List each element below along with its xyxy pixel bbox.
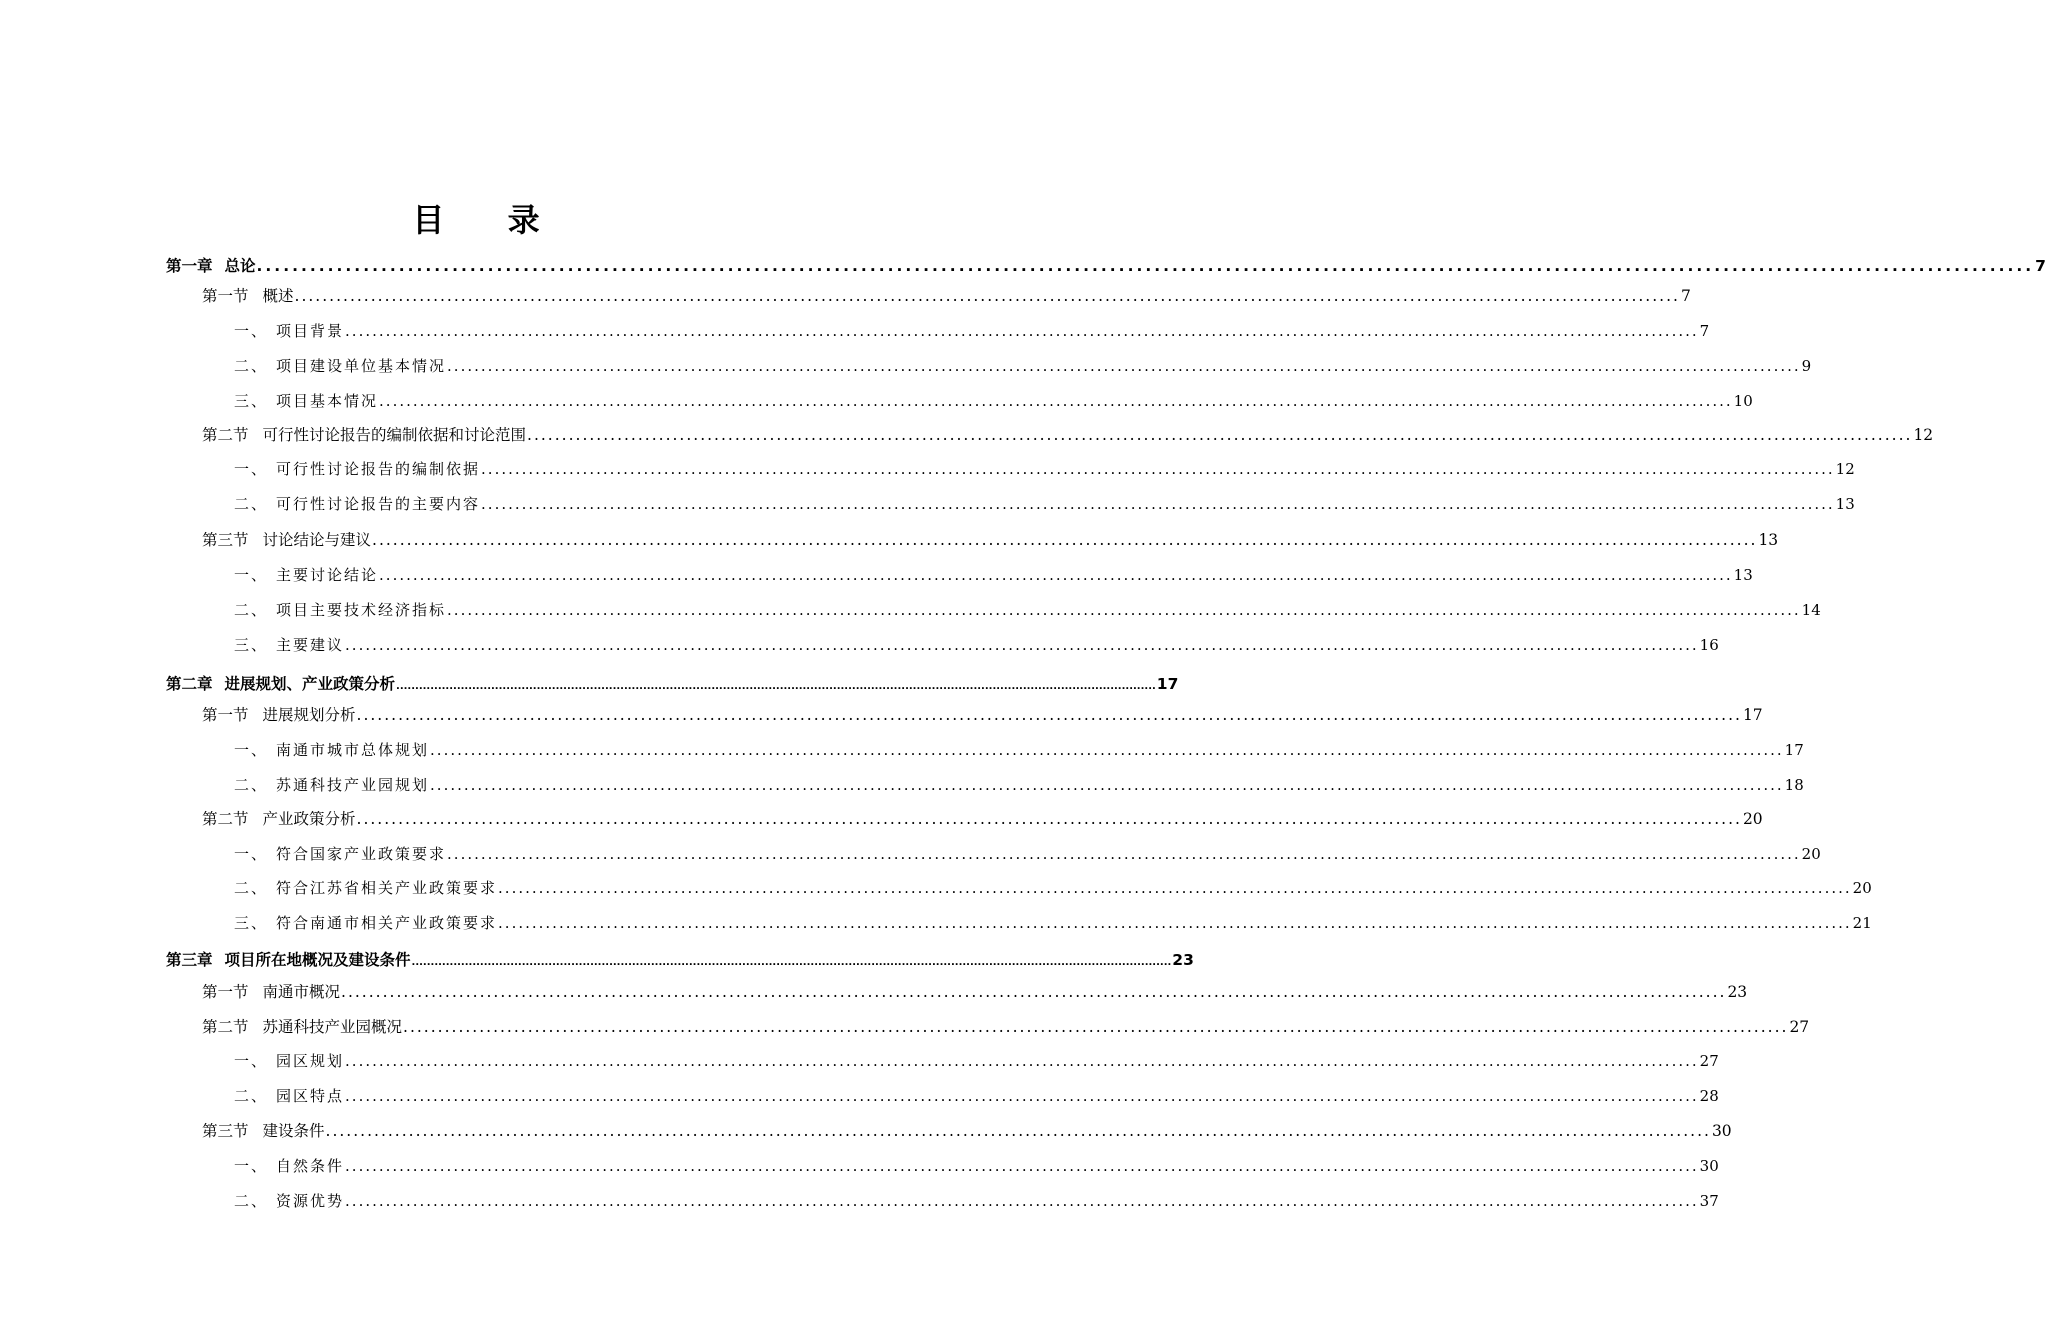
toc-entry-text: 进展规划分析 [262,706,356,724]
toc-entry-label [234,877,497,899]
toc-entry-prefix: 第二节 [202,810,249,828]
toc-entry[interactable] [234,355,1812,377]
toc-entry-text: 总论 [224,257,256,275]
dot-leader: ........................................................................................................................................................................................................ [345,322,1699,340]
toc-entry[interactable] [202,1016,1810,1038]
toc-entry-text: 符合江苏省相关产业政策要求 [276,879,498,897]
toc-entry-text: 产业政策分析 [262,810,356,828]
toc-entry-label [166,255,256,277]
dot-leader: ........................................................................................................................................................................................................ [379,566,1733,584]
toc-page-number: 28 [1699,1087,1719,1105]
toc-entry-prefix: 一、 [234,1157,269,1175]
toc-entry-text: 主要讨论结论 [276,566,379,584]
toc-entry[interactable] [234,912,1872,934]
toc-entry-prefix: 一、 [234,741,269,759]
toc-entry-label [234,1050,344,1072]
toc-entry-label [234,493,480,515]
dot-leader: ........................................................................................................................................................................................................ [498,914,1852,932]
toc-entry[interactable] [166,673,1179,695]
dot-leader: ........................................................................................................................................................................................................ [447,357,1801,375]
toc-entry-prefix: 三、 [234,914,269,932]
toc-entry[interactable] [202,808,1763,830]
toc-entry[interactable] [234,1085,1719,1107]
toc-entry-text: 苏通科技产业园规划 [276,776,430,794]
dot-leader: ........................................................................................................................................................................................................ [430,741,1784,759]
toc-entry[interactable] [234,774,1804,796]
toc-entry-label [202,1120,325,1142]
toc-page-number: 27 [1789,1018,1810,1036]
toc-entry[interactable] [234,1155,1719,1177]
toc-entry[interactable] [234,1190,1719,1212]
toc-page-number: 17 [1156,675,1179,693]
toc-entry[interactable] [234,877,1872,899]
toc-entry-label [234,1155,344,1177]
dot-leader: ........................................................................................................................................................................................................ [345,1157,1699,1175]
toc-entry-prefix: 二、 [234,1087,269,1105]
toc-entry-prefix: 三、 [234,392,269,410]
toc-entry[interactable] [234,739,1804,761]
toc-entry-text: 符合南通市相关产业政策要求 [276,914,498,932]
dot-leader: ........................................................................................................................................................................................................ [345,1087,1699,1105]
toc-page-number: 18 [1784,776,1804,794]
toc-entry[interactable] [234,599,1821,621]
toc-page-number: 12 [1913,426,1934,444]
toc-entry-label [234,912,497,934]
toc-entry-label [234,843,446,865]
toc-entry-label [234,1190,344,1212]
toc-page-number: 30 [1699,1157,1719,1175]
dot-leader: ........................................................................................................................................................................................................ [294,287,1680,305]
toc-entry-label [234,320,344,342]
toc-page-number: 13 [1835,495,1855,513]
page-title: 目 录 [412,201,566,239]
toc-entry-label [166,949,411,971]
toc-entry[interactable] [234,320,1710,342]
toc-entry-text: 讨论结论与建议 [262,531,372,549]
toc-entry-text: 概述 [262,287,294,305]
toc-entry-text: 项目背景 [276,322,345,340]
toc-entry-text: 可行性讨论报告的主要内容 [276,495,481,513]
toc-entry-text: 项目基本情况 [276,392,379,410]
toc-page-number: 13 [1733,566,1753,584]
toc-entry-text: 苏通科技产业园概况 [262,1018,403,1036]
toc-entry[interactable] [202,981,1748,1003]
toc-page-number: 13 [1758,531,1779,549]
toc-entry-text: 项目主要技术经济指标 [276,601,447,619]
dot-leader: ........................................................................................................................................................................................................ [341,983,1727,1001]
toc-entry-label [234,774,429,796]
toc-page-number: 7 [1699,322,1710,340]
toc-page-number: 10 [1733,392,1753,410]
toc-entry[interactable] [234,564,1753,586]
toc-entry-text: 主要建议 [276,636,345,654]
dot-leader: ........................................................................................................................................................................................................ [372,531,1758,549]
toc-entry-label [234,634,344,656]
toc-entry-prefix: 二、 [234,601,269,619]
toc-entry-label [202,285,294,307]
toc-entry-text: 项目建设单位基本情况 [276,357,447,375]
dot-leader: ........................................................................................................................................................................................................ [527,426,1913,444]
toc-entry-label [234,458,480,480]
toc-page-number: 27 [1699,1052,1719,1070]
toc-entry-text: 可行性讨论报告的编制依据 [276,460,481,478]
dot-leader: ........................................................................................................................................................................................................ [430,776,1784,794]
toc-page-number: 37 [1699,1192,1719,1210]
toc-entry-text: 自然条件 [276,1157,345,1175]
toc-entry-prefix: 第一节 [202,287,249,305]
toc-entry-text: 南通市城市总体规划 [276,741,430,759]
dot-leader: ........................................................................................................................................................................................................ [325,1122,1711,1140]
toc-entry[interactable] [202,704,1763,726]
toc-entry-prefix: 第一节 [202,983,249,1001]
toc-entry[interactable] [234,390,1753,412]
dot-leader: ........................................................................................................................................................................................................ [379,392,1733,410]
dot-leader: ........................................................................................................................................................................................................ [481,460,1835,478]
toc-page-number: 20 [1742,810,1763,828]
dot-leader: ........................................................................................................................................................................................................ [345,1192,1699,1210]
toc-entry-label [202,808,356,830]
toc-entry-prefix: 第二章 [166,675,213,693]
dot-leader: ........................................................................................................................................................................................................ [356,810,1742,828]
toc-page-number: 21 [1852,914,1872,932]
toc-entry[interactable] [202,285,1691,307]
dot-leader: ........................................................................................................................................................................................................ [447,601,1801,619]
toc-entry-prefix: 第二节 [202,1018,249,1036]
toc-entry-prefix: 二、 [234,776,269,794]
toc-entry-label [202,424,526,446]
toc-entry-text: 进展规划、产业政策分析 [224,675,396,693]
toc-page-number: 7 [2035,257,2046,275]
toc-entry-prefix: 第三节 [202,1122,249,1140]
dot-leader: ........................................................................................................................................................................................................ [345,636,1699,654]
dot-leader: ........................................................................................................................................................................................................ [345,1052,1699,1070]
toc-page-number: 14 [1801,601,1821,619]
toc-entry-prefix: 一、 [234,460,269,478]
toc-entry[interactable] [234,458,1855,480]
toc-entry-prefix: 第二节 [202,426,249,444]
toc-entry[interactable] [202,424,1934,446]
toc-page-number: 9 [1801,357,1812,375]
toc-entry-label [234,1085,344,1107]
toc-entry-prefix: 一、 [234,322,269,340]
toc-entry-label [234,739,429,761]
toc-entry-text: 资源优势 [276,1192,345,1210]
toc-entry[interactable] [202,529,1779,551]
toc-page-number: 12 [1835,460,1855,478]
toc-entry-prefix: 第一节 [202,706,249,724]
toc-page-number: 23 [1172,951,1194,969]
toc-entry-label [234,390,378,412]
toc-entry-label [234,564,378,586]
toc-entry-prefix: 一、 [234,1052,269,1070]
toc-entry-text: 可行性讨论报告的编制依据和讨论范围 [262,426,527,444]
dot-leader: ........................................................................................................................................................................................................ [498,879,1852,897]
toc-entry-prefix: 一、 [234,566,269,584]
toc-entry-label [234,355,446,377]
toc-entry-prefix: 一、 [234,845,269,863]
dot-leader: ........................................................................................................................................................................................................ [256,257,2035,275]
toc-entry[interactable] [202,1120,1732,1142]
dot-leader: ........................................................................................................................................................................................................ [411,957,1172,968]
toc-entry-label [234,599,446,621]
toc-entry-prefix: 二、 [234,357,269,375]
toc-entry-label [202,1016,402,1038]
toc-entry-prefix: 二、 [234,495,269,513]
toc-entry-prefix: 二、 [234,1192,269,1210]
toc-page-number: 17 [1784,741,1804,759]
toc-entry[interactable] [166,255,2046,277]
toc-entry[interactable] [234,843,1821,865]
toc-entry-text: 建设条件 [262,1122,325,1140]
toc-page-number: 30 [1711,1122,1732,1140]
dot-leader: ........................................................................................................................................................................................................ [356,706,1742,724]
dot-leader: ........................................................................................................................................................................................................ [396,681,1156,692]
toc-page-number: 7 [1680,287,1691,305]
toc-entry-label [202,981,340,1003]
toc-entry[interactable] [234,634,1719,656]
toc-entry[interactable] [166,949,1194,971]
toc-entry-prefix: 三、 [234,636,269,654]
toc-entry[interactable] [234,1050,1719,1072]
toc-page-number: 20 [1801,845,1821,863]
toc-page-number: 16 [1699,636,1719,654]
toc-entry-text: 园区规划 [276,1052,345,1070]
toc-entry-text: 南通市概况 [262,983,341,1001]
dot-leader: ........................................................................................................................................................................................................ [447,845,1801,863]
toc-entry-prefix: 二、 [234,879,269,897]
toc-page-number: 23 [1727,983,1748,1001]
dot-leader: ........................................................................................................................................................................................................ [481,495,1835,513]
toc-entry-text: 园区特点 [276,1087,345,1105]
toc-entry-prefix: 第一章 [166,257,213,275]
dot-leader: ........................................................................................................................................................................................................ [403,1018,1789,1036]
toc-entry-prefix: 第三章 [166,951,213,969]
toc-page-number: 20 [1852,879,1872,897]
toc-entry-text: 符合国家产业政策要求 [276,845,447,863]
toc-entry-label [202,529,371,551]
toc-page-number: 17 [1742,706,1763,724]
toc-entry-label [202,704,356,726]
toc-entry-text: 项目所在地概况及建设条件 [224,951,411,969]
toc-entry-label [166,673,395,695]
toc-entry[interactable] [234,493,1855,515]
toc-entry-prefix: 第三节 [202,531,249,549]
